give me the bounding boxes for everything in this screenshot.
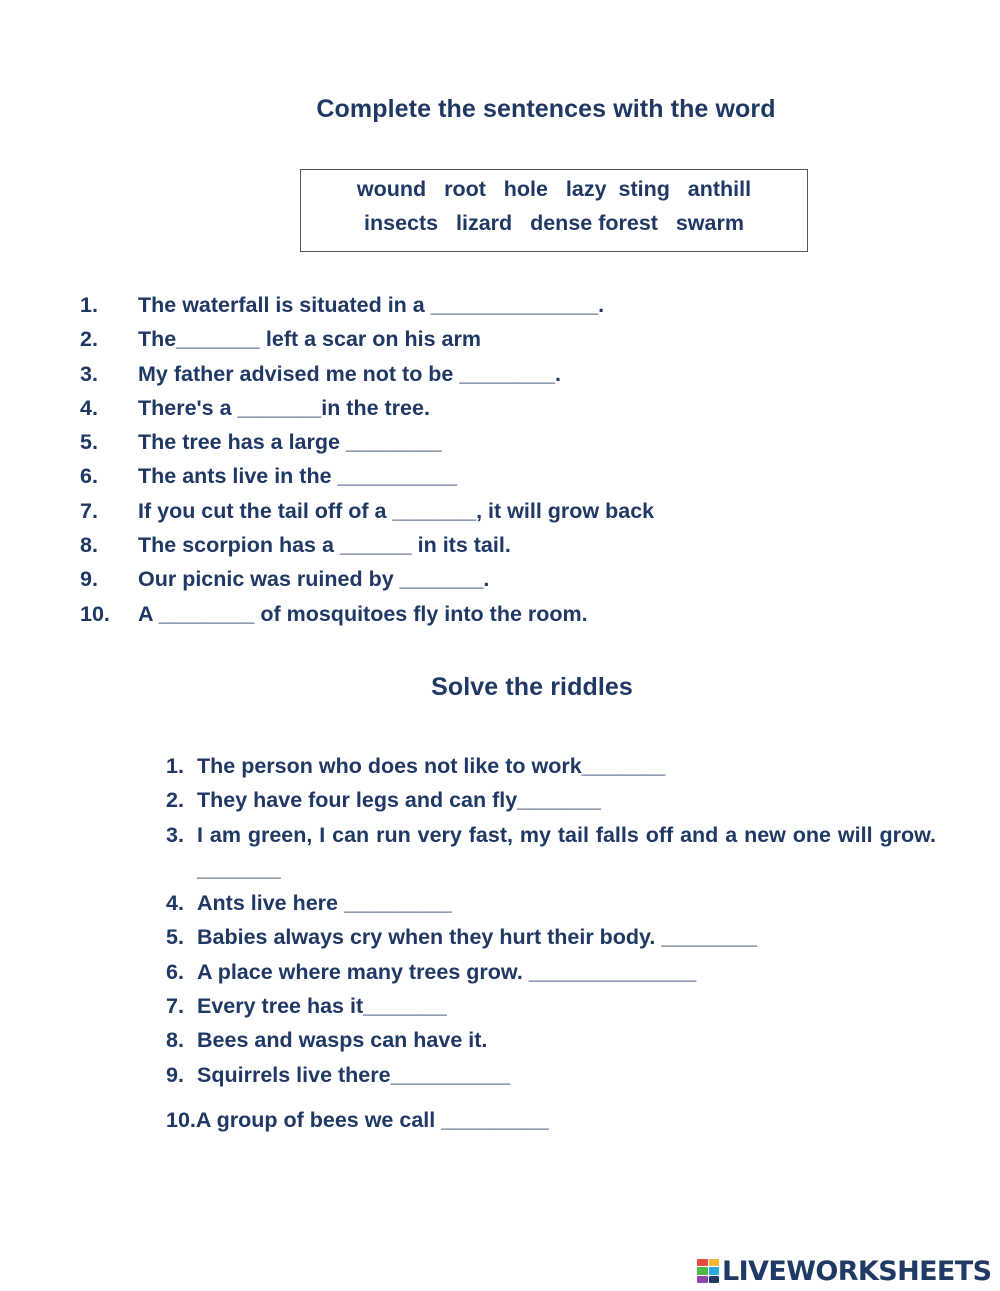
section-title-complete-sentences: Complete the sentences with the word	[316, 95, 776, 123]
sentence-number: 3.	[80, 361, 98, 386]
riddle-text: I am green, I can run very fast, my tail falls off and a new one will grow. _______	[197, 822, 936, 881]
sentence-item	[80, 461, 654, 495]
sentence-item	[80, 530, 654, 564]
logo-block-yellow	[709, 1259, 720, 1266]
sentence-list	[80, 290, 654, 633]
sentence-text: Our picnic was ruined by _______.	[138, 567, 490, 592]
sentence-item	[80, 324, 654, 358]
riddle-item	[166, 886, 936, 920]
riddle-number: 4.	[166, 891, 184, 916]
riddle-item	[166, 989, 936, 1023]
sentence-text: If you cut the tail off of a _______, it will grow back	[138, 498, 655, 523]
sentence-number: 5.	[80, 430, 98, 455]
riddle-item-10: 10.A group of bees we call _________	[166, 1108, 549, 1132]
riddle-text: Ants live here _________	[197, 891, 452, 916]
riddle-item	[166, 1058, 936, 1092]
sentence-text: The scorpion has a ______ in its tail.	[138, 533, 511, 558]
sentence-number: 7.	[80, 498, 98, 523]
sentence-number: 4.	[80, 395, 98, 420]
word-bank-line-1: wound root hole lazy sting anthill	[356, 177, 752, 201]
logo-block-navy	[709, 1276, 720, 1283]
sentence-item	[80, 427, 654, 461]
sentence-text: The ants live in the __________	[138, 464, 458, 489]
sentence-item	[80, 599, 654, 633]
sentence-number: 6.	[80, 464, 98, 489]
sentence-text: The tree has a large ________	[138, 430, 442, 455]
sentence-number: 1.	[80, 293, 98, 317]
riddle-item	[166, 955, 936, 989]
logo-block-purple	[697, 1276, 708, 1283]
sentence-item	[80, 496, 654, 530]
riddle-number: 9.	[166, 1062, 184, 1087]
riddle-text: Babies always cry when they hurt their body. ________	[197, 925, 758, 950]
riddle-text: Squirrels live there__________	[197, 1062, 511, 1087]
sentence-number: 2.	[80, 327, 98, 352]
riddle-number: 7.	[166, 994, 184, 1019]
riddle-number: 1.	[166, 754, 184, 778]
sentence-number: 8.	[80, 533, 98, 558]
riddle-text: Every tree has it_______	[197, 994, 447, 1019]
riddle-number: 5.	[166, 925, 184, 950]
sentence-text: A ________ of mosquitoes fly into the room.	[138, 601, 588, 626]
riddle-number: 3.	[166, 822, 184, 847]
riddle-text: The person who does not like to work_______	[197, 754, 666, 778]
logo-block-green	[697, 1267, 708, 1274]
sentence-text: The waterfall is situated in a ______________.	[138, 293, 605, 317]
logo-text: LIVEWORKSHEETS	[722, 1255, 992, 1287]
logo-block-blue	[709, 1267, 720, 1274]
riddle-text: Bees and wasps can have it.	[197, 1028, 488, 1053]
liveworksheets-logo	[697, 1256, 991, 1286]
riddle-number: 6.	[166, 959, 184, 984]
section-title-riddles: Solve the riddles	[431, 673, 633, 701]
riddle-list	[166, 749, 936, 1092]
sentence-item	[80, 290, 654, 324]
sentence-number: 9.	[80, 567, 98, 592]
riddle-text: A place where many trees grow. ______________	[197, 959, 697, 984]
riddle-number: 2.	[166, 788, 184, 813]
sentence-item	[80, 359, 654, 393]
riddle-item	[166, 920, 936, 954]
word-bank-box	[300, 169, 808, 252]
liveworksheets-logo-icon	[697, 1259, 719, 1283]
sentence-number: 10.	[80, 601, 110, 626]
riddle-item	[166, 818, 936, 887]
sentence-text: There's a _______in the tree.	[138, 395, 430, 420]
riddle-item	[166, 749, 936, 783]
logo-block-red	[697, 1259, 708, 1266]
riddle-text: They have four legs and can fly_______	[197, 788, 601, 813]
sentence-item	[80, 564, 654, 598]
riddle-item	[166, 783, 936, 817]
riddle-item	[166, 1023, 936, 1057]
sentence-item	[80, 393, 654, 427]
word-bank-line-2: insects lizard dense forest swarm	[364, 211, 744, 235]
sentence-text: The_______ left a scar on his arm	[138, 327, 481, 352]
riddle-number: 8.	[166, 1028, 184, 1053]
sentence-text: My father advised me not to be ________.	[138, 361, 561, 386]
